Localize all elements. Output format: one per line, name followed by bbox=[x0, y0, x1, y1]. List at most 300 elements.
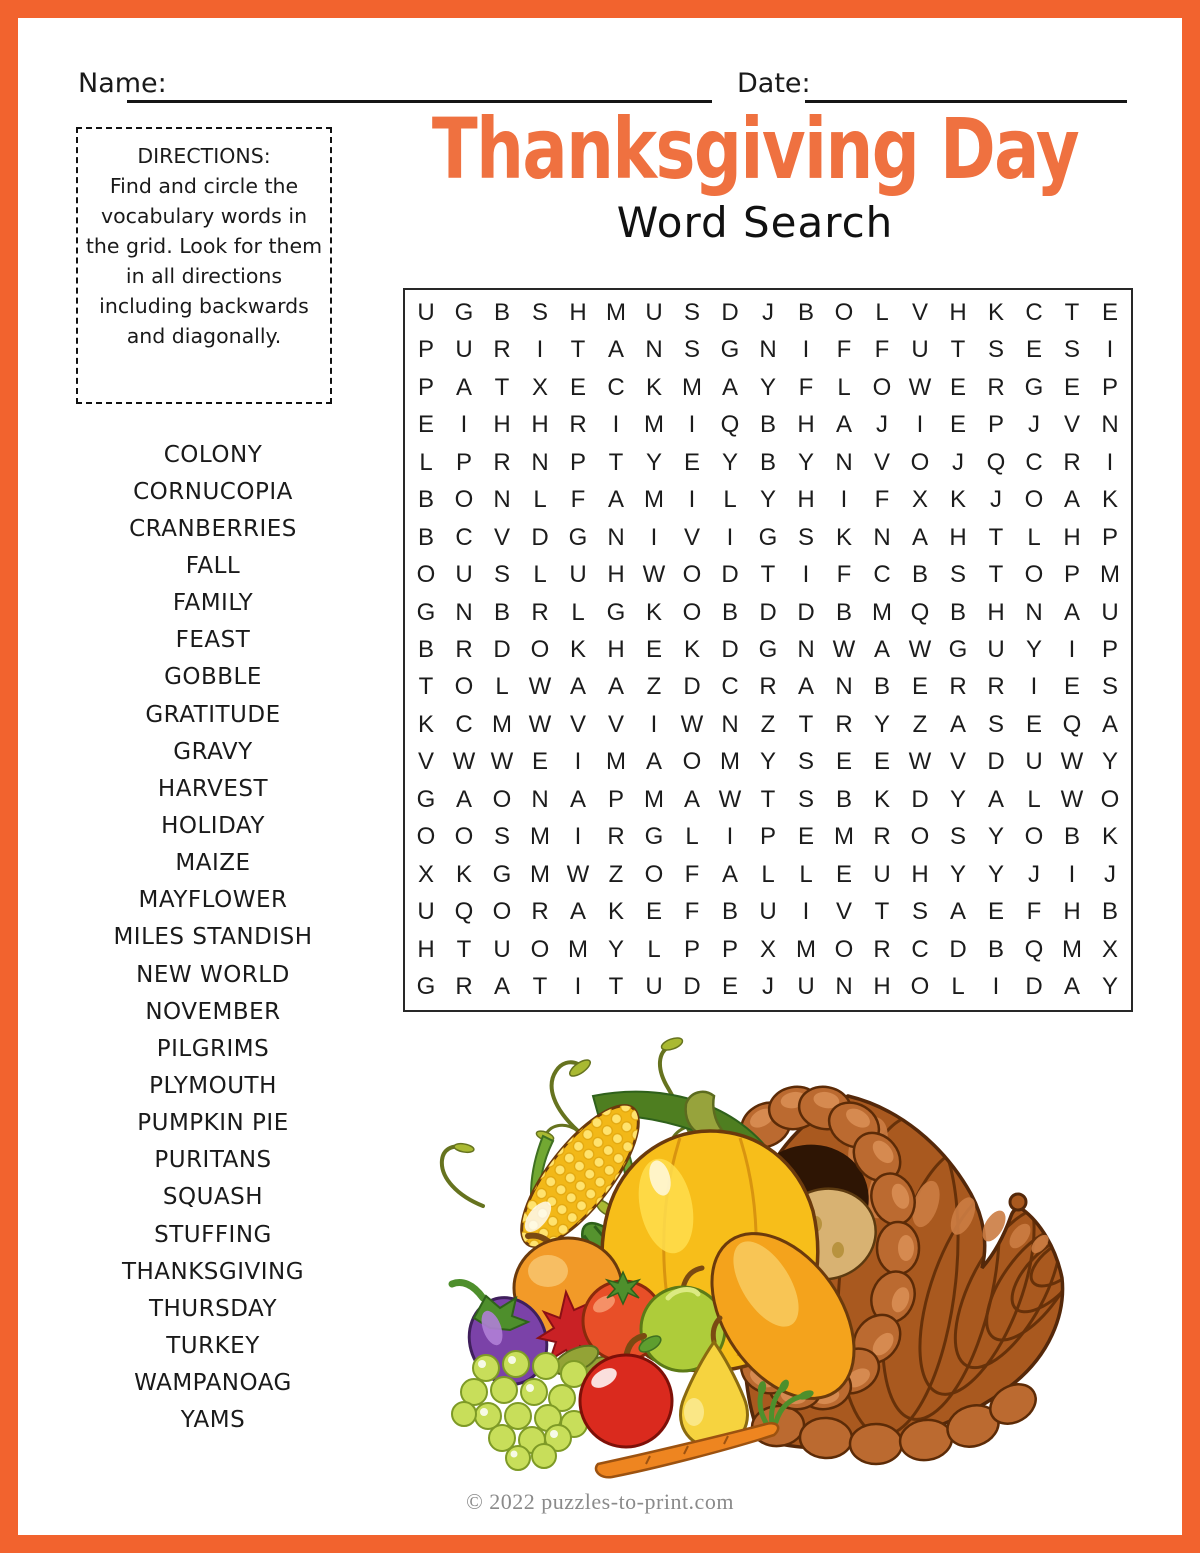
grid-cell: E bbox=[797, 823, 814, 851]
grid-cell: D bbox=[531, 523, 549, 551]
word-list-item: TURKEY bbox=[166, 1332, 260, 1359]
grid-cell: C bbox=[721, 673, 739, 701]
grid-cell: H bbox=[607, 635, 625, 663]
grid-cell: O bbox=[492, 785, 512, 813]
grid-cell: E bbox=[835, 748, 852, 776]
grid-cell: M bbox=[872, 598, 892, 626]
grid-cell: I bbox=[802, 561, 810, 589]
grid-cell: X bbox=[531, 373, 548, 401]
grid-cell: C bbox=[455, 523, 473, 551]
grid-cell: U bbox=[455, 561, 473, 589]
grid-cell: W bbox=[832, 635, 856, 663]
grid-cell: T bbox=[418, 673, 434, 701]
word-list-item: MAIZE bbox=[175, 850, 251, 877]
word-list-item: CRANBERRIES bbox=[129, 515, 297, 542]
grid-cell: J bbox=[876, 411, 888, 439]
grid-cell: M bbox=[530, 823, 550, 851]
grid-cell: S bbox=[683, 336, 700, 364]
grid-cell: A bbox=[569, 673, 586, 701]
word-list-item: CORNUCOPIA bbox=[133, 478, 293, 505]
grid-cell: J bbox=[762, 298, 774, 326]
word-list-item: WAMPANOAG bbox=[134, 1370, 292, 1397]
grid-cell: S bbox=[531, 298, 548, 326]
grid-cell: X bbox=[1101, 935, 1118, 963]
grid-cell: P bbox=[455, 448, 472, 476]
grid-cell: B bbox=[417, 486, 434, 514]
grid-cell: H bbox=[797, 411, 815, 439]
grid-cell: N bbox=[531, 785, 549, 813]
grid-cell: L bbox=[1027, 785, 1041, 813]
grid-cell: D bbox=[1025, 973, 1043, 1001]
grid-cell: G bbox=[416, 785, 436, 813]
grid-cell: W bbox=[908, 635, 932, 663]
grid-cell: U bbox=[873, 860, 891, 888]
grid-cell: E bbox=[645, 898, 662, 926]
grid-cell: D bbox=[493, 635, 511, 663]
grid-cell: R bbox=[531, 898, 549, 926]
grid-cell: M bbox=[606, 298, 626, 326]
grid-cell: J bbox=[952, 448, 964, 476]
word-list-item: PLYMOUTH bbox=[149, 1072, 277, 1099]
grid-cell: R bbox=[455, 635, 473, 663]
grid-cell: Q bbox=[1024, 935, 1044, 963]
grid-cell: R bbox=[569, 411, 587, 439]
grid-cell: B bbox=[949, 598, 966, 626]
word-list-item: THURSDAY bbox=[148, 1295, 278, 1322]
grid-cell: N bbox=[835, 448, 853, 476]
grid-cell: D bbox=[797, 598, 815, 626]
grid-cell: L bbox=[685, 823, 699, 851]
grid-cell: J bbox=[1028, 860, 1040, 888]
grid-cell: D bbox=[987, 748, 1005, 776]
date-field-label: Date: bbox=[737, 68, 811, 99]
grid-cell: I bbox=[688, 486, 696, 514]
grid-cell: R bbox=[835, 710, 853, 738]
grid-cell: I bbox=[802, 898, 810, 926]
grid-cell: B bbox=[759, 411, 776, 439]
grid-cell: U bbox=[987, 635, 1005, 663]
grid-cell: E bbox=[417, 411, 434, 439]
grid-cell: E bbox=[645, 635, 662, 663]
grid-cell: U bbox=[417, 298, 435, 326]
grid-cell: Q bbox=[910, 598, 930, 626]
grid-cell: S bbox=[1063, 336, 1080, 364]
grid-cell: Q bbox=[1062, 710, 1082, 738]
grid-cell: M bbox=[644, 486, 664, 514]
grid-cell: Y bbox=[987, 860, 1004, 888]
grid-cell: Y bbox=[1101, 748, 1118, 776]
grid-cell: H bbox=[1063, 898, 1081, 926]
grid-cell: G bbox=[606, 598, 626, 626]
grid-cell: L bbox=[951, 973, 965, 1001]
grid-cell: A bbox=[835, 411, 852, 439]
grid-cell: V bbox=[417, 748, 434, 776]
grid-cell: U bbox=[1101, 598, 1119, 626]
grid-cell: A bbox=[493, 973, 510, 1001]
grid-cell: C bbox=[1025, 448, 1043, 476]
grid-cell: N bbox=[607, 523, 625, 551]
grid-cell: O bbox=[530, 635, 550, 663]
grid-cell: V bbox=[1063, 411, 1080, 439]
grid-cell: P bbox=[1101, 373, 1118, 401]
grid-cell: M bbox=[530, 860, 550, 888]
grid-cell: U bbox=[569, 561, 587, 589]
word-list-item: YAMS bbox=[180, 1407, 246, 1434]
grid-cell: G bbox=[416, 598, 436, 626]
page-title: Thanksgiving Day bbox=[431, 100, 1079, 198]
grid-cell: H bbox=[1063, 523, 1081, 551]
grid-cell: R bbox=[531, 598, 549, 626]
grid-cell: O bbox=[910, 973, 930, 1001]
footer-copyright: © 2022 puzzles-to-print.com bbox=[466, 1489, 734, 1514]
grid-cell: T bbox=[988, 561, 1004, 589]
word-list-item: HOLIDAY bbox=[161, 812, 265, 839]
grid-cell: H bbox=[417, 935, 435, 963]
grid-cell: Q bbox=[720, 411, 740, 439]
grid-cell: A bbox=[1101, 710, 1118, 738]
grid-cell: W bbox=[452, 748, 476, 776]
grid-cell: P bbox=[759, 823, 776, 851]
grid-cell: B bbox=[417, 635, 434, 663]
grid-cell: L bbox=[1027, 523, 1041, 551]
grid-cell: B bbox=[721, 898, 738, 926]
grid-cell: R bbox=[455, 973, 473, 1001]
grid-cell: A bbox=[455, 373, 472, 401]
grid-cell: T bbox=[760, 785, 776, 813]
grid-cell: X bbox=[911, 486, 928, 514]
grid-cell: A bbox=[607, 486, 624, 514]
grid-cell: T bbox=[798, 710, 814, 738]
grid-cell: D bbox=[721, 561, 739, 589]
grid-cell: O bbox=[682, 561, 702, 589]
grid-cell: P bbox=[417, 373, 434, 401]
grid-cell: V bbox=[607, 710, 624, 738]
grid-cell: I bbox=[688, 411, 696, 439]
grid-cell: F bbox=[836, 336, 852, 364]
word-list-item: GRATITUDE bbox=[145, 701, 281, 728]
grid-cell: N bbox=[759, 336, 777, 364]
grid-cell: E bbox=[1101, 298, 1118, 326]
grid-cell: E bbox=[987, 898, 1004, 926]
grid-cell: I bbox=[802, 336, 810, 364]
word-list-item: GRAVY bbox=[173, 738, 253, 765]
grid-cell: O bbox=[454, 823, 474, 851]
grid-cell: S bbox=[493, 561, 510, 589]
grid-cell: S bbox=[987, 710, 1004, 738]
word-list-item: HARVEST bbox=[157, 775, 269, 802]
grid-cell: N bbox=[531, 448, 549, 476]
grid-cell: I bbox=[650, 710, 658, 738]
grid-cell: P bbox=[1063, 561, 1080, 589]
grid-cell: E bbox=[531, 748, 548, 776]
grid-cell: G bbox=[948, 635, 968, 663]
grid-cell: Y bbox=[759, 373, 776, 401]
grid-cell: I bbox=[840, 486, 848, 514]
grid-cell: Y bbox=[949, 785, 966, 813]
grid-cell: B bbox=[797, 298, 814, 326]
grid-cell: U bbox=[455, 336, 473, 364]
grid-cell: P bbox=[569, 448, 586, 476]
grid-cell: U bbox=[797, 973, 815, 1001]
grid-cell: E bbox=[721, 973, 738, 1001]
grid-cell: N bbox=[1101, 411, 1119, 439]
grid-cell: B bbox=[493, 298, 510, 326]
grid-cell: N bbox=[797, 635, 815, 663]
grid-cell: E bbox=[835, 860, 852, 888]
grid-cell: O bbox=[454, 673, 474, 701]
grid-cell: R bbox=[759, 673, 777, 701]
grid-cell: L bbox=[495, 673, 509, 701]
grid-cell: W bbox=[566, 860, 590, 888]
grid-cell: O bbox=[1100, 785, 1120, 813]
grid-cell: K bbox=[987, 298, 1004, 326]
grid-cell: F bbox=[836, 561, 852, 589]
grid-cell: M bbox=[1100, 561, 1120, 589]
grid-cell: B bbox=[493, 598, 510, 626]
word-list-item: SQUASH bbox=[162, 1184, 264, 1211]
grid-cell: T bbox=[570, 336, 586, 364]
grid-cell: P bbox=[987, 411, 1004, 439]
grid-cell: D bbox=[949, 935, 967, 963]
name-field-label: Name: bbox=[78, 68, 167, 99]
grid-cell: P bbox=[721, 935, 738, 963]
grid-cell: A bbox=[949, 710, 966, 738]
grid-cell: H bbox=[911, 860, 929, 888]
grid-cell: S bbox=[987, 336, 1004, 364]
grid-cell: V bbox=[683, 523, 700, 551]
grid-cell: U bbox=[759, 898, 777, 926]
grid-cell: U bbox=[911, 336, 929, 364]
grid-cell: A bbox=[949, 898, 966, 926]
grid-cell: W bbox=[528, 710, 552, 738]
grid-cell: D bbox=[721, 298, 739, 326]
grid-cell: G bbox=[720, 336, 740, 364]
grid-cell: R bbox=[949, 673, 967, 701]
grid-cell: Y bbox=[645, 448, 662, 476]
grid-cell: I bbox=[726, 523, 734, 551]
grid-cell: F bbox=[570, 486, 586, 514]
grid-cell: L bbox=[533, 561, 547, 589]
grid-cell: D bbox=[683, 673, 701, 701]
grid-cell: I bbox=[992, 973, 1000, 1001]
grid-cell: L bbox=[799, 860, 813, 888]
grid-cell: Y bbox=[759, 748, 776, 776]
grid-cell: U bbox=[493, 935, 511, 963]
grid-cell: N bbox=[873, 523, 891, 551]
grid-cell: C bbox=[607, 373, 625, 401]
grid-cell: M bbox=[492, 710, 512, 738]
grid-cell: O bbox=[910, 823, 930, 851]
grid-cell: B bbox=[417, 523, 434, 551]
grid-cell: A bbox=[607, 673, 624, 701]
grid-cell: H bbox=[949, 523, 967, 551]
grid-cell: Z bbox=[646, 673, 662, 701]
grid-cell: W bbox=[1060, 785, 1084, 813]
grid-cell: D bbox=[759, 598, 777, 626]
grid-cell: K bbox=[645, 598, 662, 626]
grid-cell: L bbox=[419, 448, 433, 476]
grid-cell: K bbox=[683, 635, 700, 663]
grid-cell: O bbox=[492, 898, 512, 926]
grid-cell: I bbox=[574, 748, 582, 776]
grid-cell: N bbox=[645, 336, 663, 364]
grid-cell: T bbox=[760, 561, 776, 589]
grid-cell: Z bbox=[760, 710, 776, 738]
grid-cell: C bbox=[455, 710, 473, 738]
grid-cell: D bbox=[683, 973, 701, 1001]
grid-cell: A bbox=[683, 785, 700, 813]
grid-cell: A bbox=[721, 373, 738, 401]
grid-cell: R bbox=[493, 336, 511, 364]
grid-cell: W bbox=[908, 748, 932, 776]
grid-cell: B bbox=[835, 598, 852, 626]
grid-cell: V bbox=[493, 523, 510, 551]
grid-cell: M bbox=[1062, 935, 1082, 963]
grid-cell: C bbox=[911, 935, 929, 963]
grid-cell: K bbox=[645, 373, 662, 401]
grid-cell: T bbox=[456, 935, 472, 963]
grid-cell: S bbox=[1101, 673, 1118, 701]
grid-cell: J bbox=[1028, 411, 1040, 439]
grid-cell: P bbox=[417, 336, 434, 364]
grid-cell: N bbox=[835, 673, 853, 701]
word-list-item: THANKSGIVING bbox=[121, 1258, 305, 1285]
grid-cell: W bbox=[680, 710, 704, 738]
grid-cell: O bbox=[644, 860, 664, 888]
grid-cell: I bbox=[574, 973, 582, 1001]
grid-cell: W bbox=[490, 748, 514, 776]
word-list-item: COLONY bbox=[163, 441, 263, 468]
grid-cell: B bbox=[1063, 823, 1080, 851]
grid-cell: O bbox=[872, 373, 892, 401]
grid-cell: G bbox=[1024, 373, 1044, 401]
grid-cell: S bbox=[911, 898, 928, 926]
grid-cell: I bbox=[650, 523, 658, 551]
grid-cell: B bbox=[873, 673, 890, 701]
grid-cell: S bbox=[949, 561, 966, 589]
grid-cell: O bbox=[910, 448, 930, 476]
grid-cell: O bbox=[416, 561, 436, 589]
grid-cell: L bbox=[571, 598, 585, 626]
grid-cell: T bbox=[532, 973, 548, 1001]
grid-cell: U bbox=[417, 898, 435, 926]
grid-cell: R bbox=[493, 448, 511, 476]
grid-cell: M bbox=[644, 785, 664, 813]
grid-cell: W bbox=[642, 561, 666, 589]
grid-cell: K bbox=[1101, 486, 1118, 514]
grid-cell: T bbox=[494, 373, 510, 401]
word-list-item: GOBBLE bbox=[164, 664, 262, 691]
grid-cell: L bbox=[647, 935, 661, 963]
word-list-item: NOVEMBER bbox=[145, 998, 281, 1025]
grid-cell: D bbox=[721, 635, 739, 663]
grid-cell: M bbox=[644, 411, 664, 439]
grid-cell: Q bbox=[454, 898, 474, 926]
grid-cell: Q bbox=[986, 448, 1006, 476]
grid-cell: O bbox=[1024, 561, 1044, 589]
directions-text: Find and circle the vocabulary words in the grid. Look for them in all directions including backwards and diagonally. bbox=[85, 174, 323, 348]
grid-cell: G bbox=[758, 523, 778, 551]
grid-cell: V bbox=[835, 898, 852, 926]
grid-cell: K bbox=[1101, 823, 1118, 851]
grid-cell: T bbox=[874, 898, 890, 926]
grid-cell: H bbox=[531, 411, 549, 439]
grid-cell: W bbox=[908, 373, 932, 401]
grid-cell: Y bbox=[759, 486, 776, 514]
grid-cell: K bbox=[417, 710, 434, 738]
grid-cell: E bbox=[569, 373, 586, 401]
grid-cell: N bbox=[835, 973, 853, 1001]
grid-cell: G bbox=[454, 298, 474, 326]
grid-cell: A bbox=[455, 785, 472, 813]
grid-cell: K bbox=[455, 860, 472, 888]
grid-cell: H bbox=[987, 598, 1005, 626]
grid-cell: H bbox=[797, 486, 815, 514]
grid-cell: K bbox=[949, 486, 966, 514]
grid-cell: M bbox=[568, 935, 588, 963]
grid-cell: C bbox=[873, 561, 891, 589]
grid-cell: A bbox=[569, 785, 586, 813]
grid-cell: A bbox=[1063, 598, 1080, 626]
grid-cell: T bbox=[1064, 298, 1080, 326]
grid-cell: A bbox=[1063, 486, 1080, 514]
grid-cell: I bbox=[1068, 635, 1076, 663]
word-list-item: PILGRIMS bbox=[156, 1035, 270, 1062]
grid-cell: R bbox=[1063, 448, 1081, 476]
grid-cell: X bbox=[417, 860, 434, 888]
grid-cell: B bbox=[759, 448, 776, 476]
grid-cell: S bbox=[949, 823, 966, 851]
grid-cell: L bbox=[533, 486, 547, 514]
grid-cell: T bbox=[950, 336, 966, 364]
grid-cell: O bbox=[834, 935, 854, 963]
grid-cell: E bbox=[1063, 673, 1080, 701]
grid-cell: A bbox=[911, 523, 928, 551]
grid-cell: G bbox=[644, 823, 664, 851]
page-subtitle: Word Search bbox=[616, 198, 894, 247]
grid-cell: I bbox=[612, 411, 620, 439]
grid-cell: V bbox=[569, 710, 586, 738]
grid-cell: L bbox=[723, 486, 737, 514]
grid-cell: K bbox=[835, 523, 852, 551]
grid-cell: A bbox=[987, 785, 1004, 813]
grid-cell: A bbox=[569, 898, 586, 926]
grid-cell: P bbox=[1101, 523, 1118, 551]
grid-cell: W bbox=[528, 673, 552, 701]
grid-cell: F bbox=[798, 373, 814, 401]
grid-cell: O bbox=[1024, 486, 1044, 514]
grid-cell: S bbox=[797, 785, 814, 813]
grid-cell: I bbox=[726, 823, 734, 851]
grid-cell: T bbox=[608, 448, 624, 476]
grid-cell: E bbox=[1063, 373, 1080, 401]
grid-cell: O bbox=[682, 748, 702, 776]
grid-cell: T bbox=[608, 973, 624, 1001]
grid-cell: E bbox=[1025, 710, 1042, 738]
grid-cell: B bbox=[721, 598, 738, 626]
grid-cell: H bbox=[493, 411, 511, 439]
grid-cell: M bbox=[682, 373, 702, 401]
grid-cell: R bbox=[607, 823, 625, 851]
grid-cell: I bbox=[1106, 448, 1114, 476]
grid-cell: A bbox=[645, 748, 662, 776]
word-list-item: FALL bbox=[185, 552, 241, 579]
word-list-item: NEW WORLD bbox=[136, 961, 290, 988]
grid-cell: Y bbox=[873, 710, 890, 738]
grid-cell: F bbox=[1026, 898, 1042, 926]
grid-cell: P bbox=[607, 785, 624, 813]
grid-cell: M bbox=[834, 823, 854, 851]
